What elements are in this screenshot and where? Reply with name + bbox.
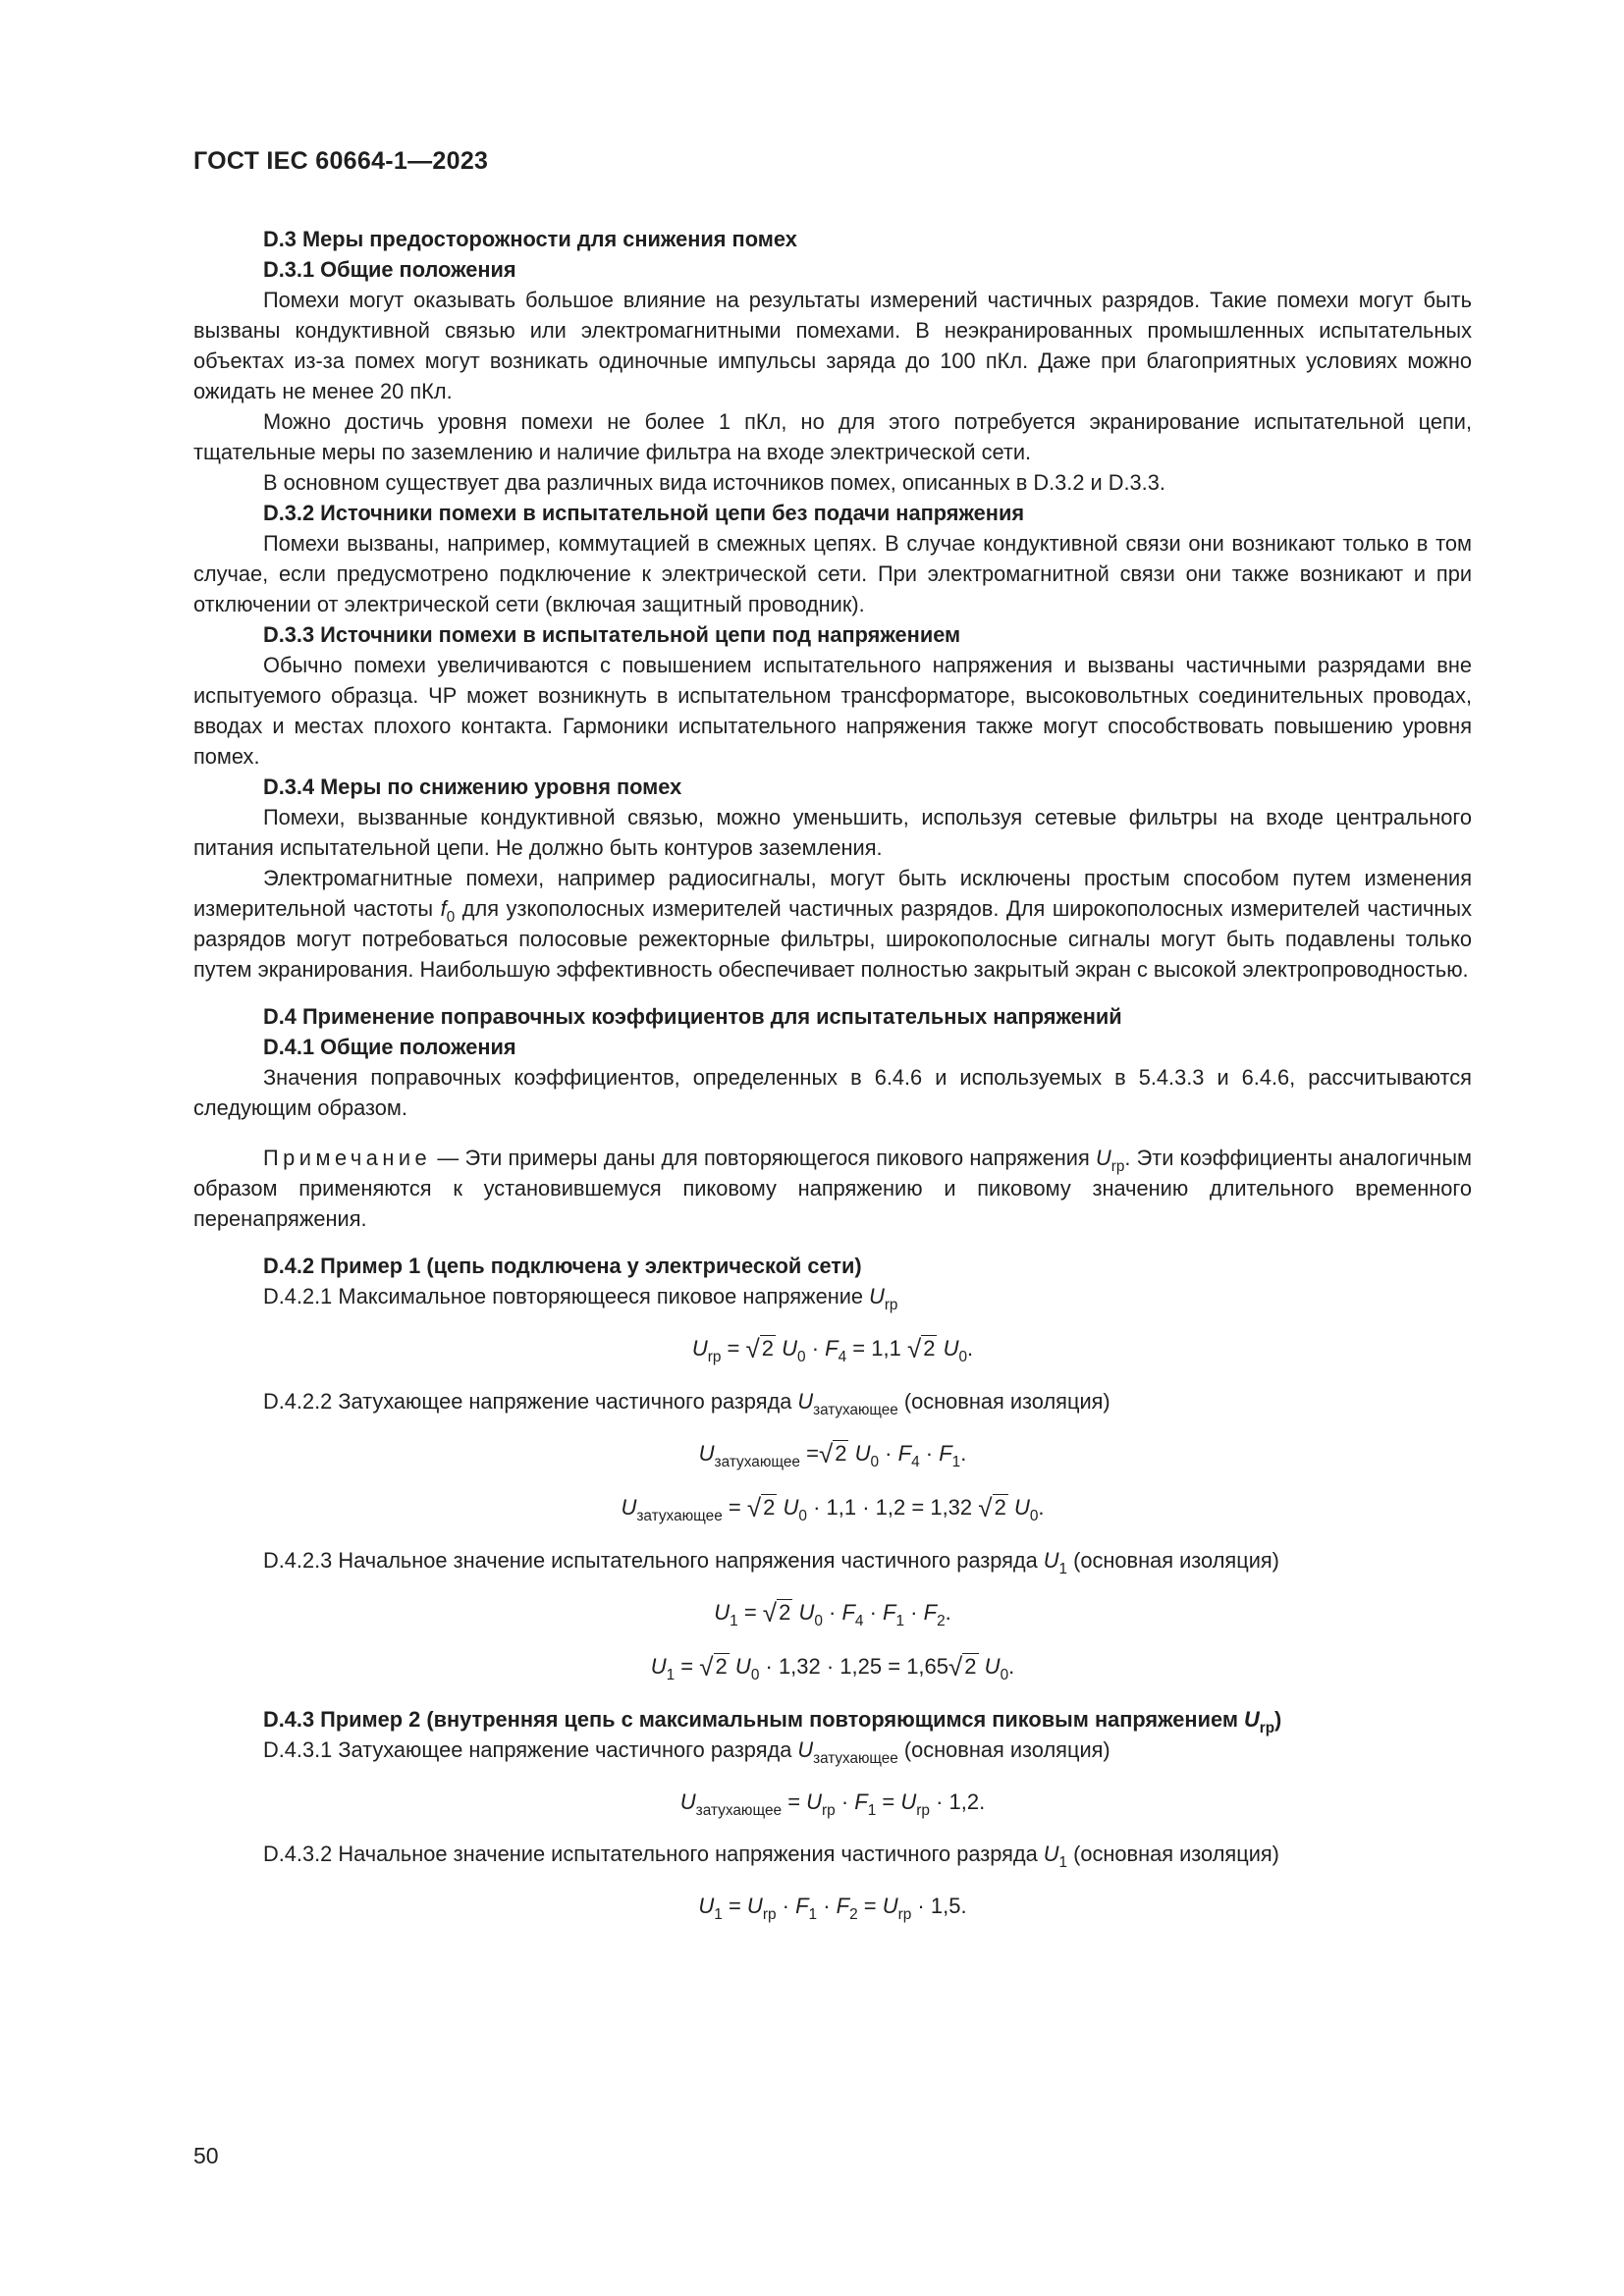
equation-1: $U_{rp} = √2$ $U_0 \cdot F_4 = 1,1$ √2 $U_0$. [691,1334,974,1365]
paragraph: Помехи могут оказывать большое влияние на результаты измерений частичных разрядов. Такие помехи могут быть вызваны кондуктивной связью или электромагнитными помехами. В неэкранированных промышленных испытательных объектах из-за помех могут возникать одиночные импульсы заряда до 100 пКл. Даже при благоприятных условиях можно ожидать не менее 20 пКл. [193,288,1472,403]
equation-4: $U_1 = √2$ $U_0 \cdot F_4 \cdot F_1 \cdot F_2$. [714,1598,951,1629]
equation-6: $U_{затухающее} = U_{rp} \cdot F_1 = U_{rp} \cdot 1,2$. [679,1789,986,1819]
clause-d421: D.4.2.1 Максимальное повторяющееся пиковое напряжение $U_{rp}$ [263,1284,898,1313]
sqrt-symbol: √2 [948,1652,977,1682]
equation-5: $U_1 = √2$ $U_0 \cdot 1,32 \cdot 1,25 = 1,65√2$ $U_0$. [650,1652,1015,1683]
sqrt-symbol: √2 [762,1598,791,1628]
sqrt-symbol: √2 [699,1652,728,1682]
clause-d431: D.4.3.1 Затухающее напряжение частичного разряда $U_{затухающее}$ (основная изоляция) [263,1737,1110,1767]
sqrt-symbol: √2 [978,1493,1006,1522]
section-title-d4: D.4 Применение поправочных коэффициентов для испытательных напряжений [263,1004,1122,1029]
equation-3: $U_{затухающее} = √2$ $U_0 \cdot 1,1 \cdot 1,2 = 1,32$ √2 $U_0$. [621,1493,1045,1524]
sqrt-symbol: √2 [906,1334,936,1363]
page-content [0,224,1624,1943]
clause-d422: D.4.2.2 Затухающее напряжение частичного разряда $U_{затухающее}$ (основная изоляция) [263,1389,1110,1418]
clause-d423: D.4.2.3 Начальное значение испытательного напряжения частичного разряда $U_1$ (основная изоляция) [263,1548,1279,1577]
subsection-title-d34: D.3.4 Меры по снижению уровня помех [263,774,682,799]
note-label: Примечание [263,1146,432,1170]
paragraph: Можно достичь уровня помехи не более 1 пКл, но для этого потребуется экранирование испытательной цепи, тщательные меры по заземлению и наличие фильтра на входе электрической сети. [193,409,1472,464]
paragraph: Электромагнитные помехи, например радиосигналы, могут быть исключены простым способом путем изменения измерительной частоты $f_0$ для узкополосных измерителей частичных разрядов. Для широкополосных измерителей частичных разрядов могут потребоваться полосовые режекторные фильтры, широкополосные сигналы могут быть подавлены только путем экранирования. Наибольшую эффективность обеспечивает полностью закрытый экран с высокой электропроводностью. [193,866,1472,982]
paragraph: Значения поправочных коэффициентов, определенных в 6.4.6 и используемых в 5.4.3.3 и 6.4.6, рассчитываются следующим образом. [193,1065,1472,1120]
page-number: 50 [193,2143,219,2168]
paragraph: Обычно помехи увеличиваются с повышением испытательного напряжения и вызваны частичными разрядами вне испытуемого образца. ЧР может возникнуть в испытательном трансформаторе, высоковольтных соединительных проводах, вводах и местах плохого контакта. Гармоники испытательного напряжения также могут способствовать повышению уровня помех. [193,653,1472,769]
section-title-d3: D.3 Меры предосторожности для снижения помех [263,227,797,251]
note: Примечание — Эти примеры даны для повторяющегося пикового напряжения $U_{rp}$. Эти коэффициенты аналогичным образом применяются к установившемуся пиковому напряжению и пиковому значению длительного временного перенапряжения. [193,1146,1472,1231]
subsection-title-d43: D.4.3 Пример 2 (внутренняя цепь с максимальным повторяющимся пиковым напряжением $U_{rp}$) [263,1707,1282,1736]
sqrt-symbol: √2 [745,1334,774,1363]
paragraph: Помехи, вызванные кондуктивной связью, можно уменьшить, используя сетевые фильтры на входе центрального питания испытательной цепи. Не должно быть контуров заземления. [193,805,1472,860]
sqrt-symbol: √2 [818,1439,847,1468]
paragraph: В основном существует два различных вида источников помех, описанных в D.3.2 и D.3.3. [263,470,1165,495]
equation-2: $U_{затухающее} =√2$ $U_0 \cdot F_4 \cdot F_1$. [698,1439,967,1470]
sqrt-symbol: √2 [746,1493,776,1522]
equation-7: $U_1 = U_{rp} \cdot F_1 \cdot F_2 = U_{rp} \cdot 1,5$. [698,1894,967,1923]
subsection-title-d32: D.3.2 Источники помехи в испытательной цепи без подачи напряжения [263,501,1025,525]
paragraph: Помехи вызваны, например, коммутацией в смежных цепях. В случае кондуктивной связи они возникают только в том случае, если предусмотрено подключение к электрической сети. При электромагнитной связи они также возникают и при отключении от электрической сети (включая защитный проводник). [193,531,1472,616]
document-code: ГОСТ IEC 60664-1—2023 [193,147,489,175]
subsection-title-d42: D.4.2 Пример 1 (цепь подключена у электрической сети) [263,1254,862,1278]
subsection-title-d33: D.3.3 Источники помехи в испытательной цепи под напряжением [263,622,961,647]
subsection-title-d31: D.3.1 Общие положения [263,257,516,282]
subsection-title-d41: D.4.1 Общие положения [263,1035,516,1059]
clause-d432: D.4.3.2 Начальное значение испытательного напряжения частичного разряда $U_1$ (основная изоляция) [263,1842,1279,1871]
